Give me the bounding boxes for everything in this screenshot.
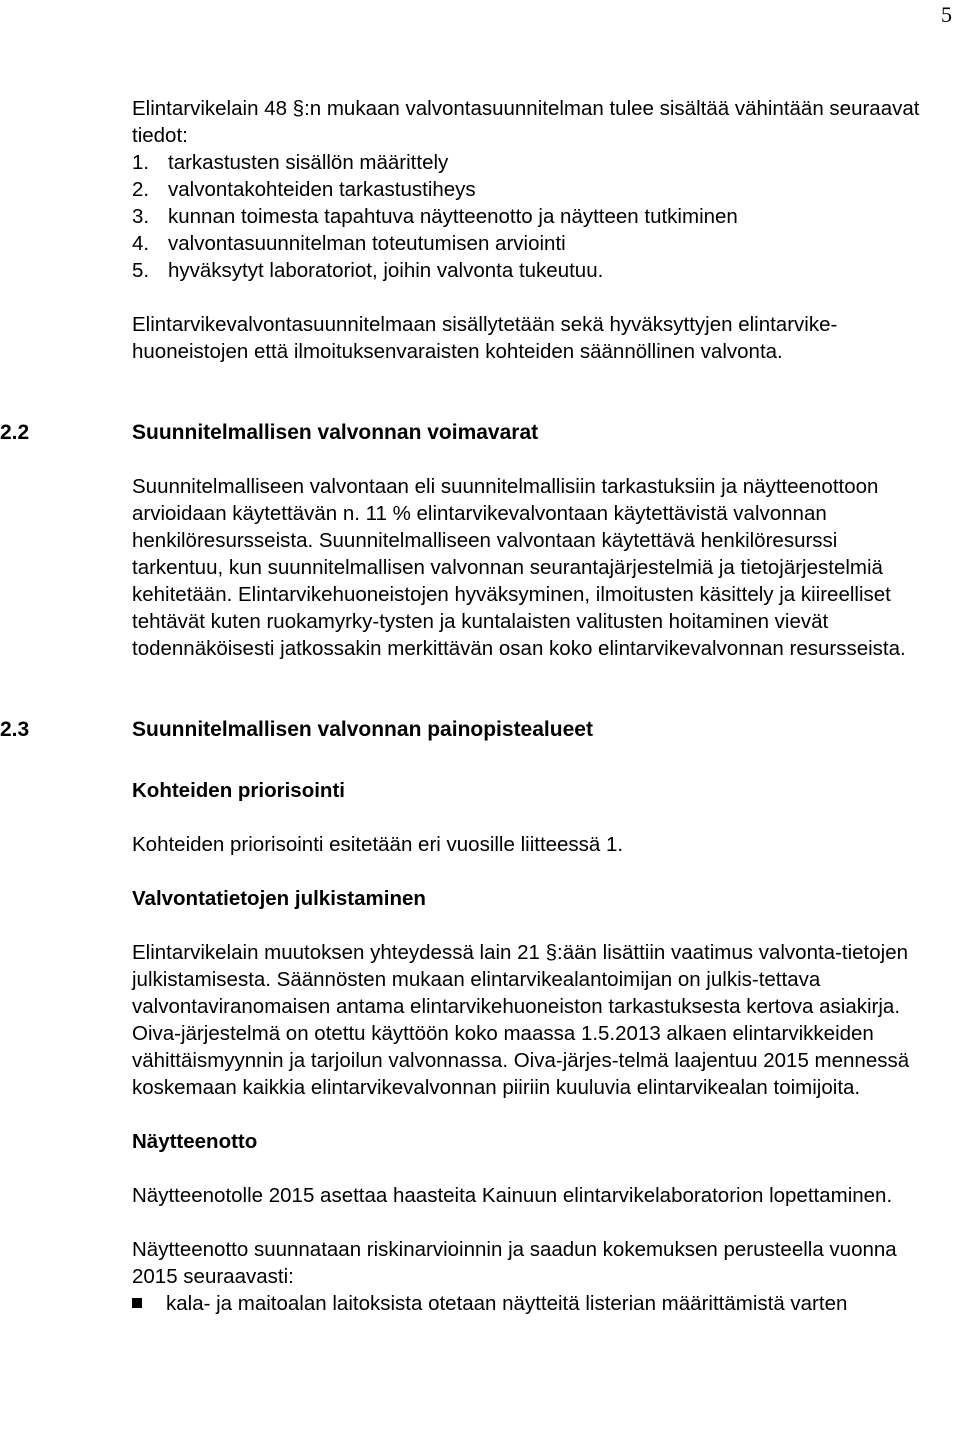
intro-text: Elintarvikelain 48 §:n mukaan valvontasuunnitelman tulee sisältää vähintään seuraavat tiedot: bbox=[132, 97, 920, 147]
list-item: 3. kunnan toimesta tapahtuva näytteenotto ja näytteen tutkiminen bbox=[132, 205, 738, 228]
list-item: 2. valvontakohteiden tarkastustiheys bbox=[132, 178, 476, 201]
subheading-julkistaminen: Valvontatietojen julkistaminen bbox=[132, 887, 426, 910]
list-item: 5. hyväksytyt laboratoriot, joihin valvonta tukeutuu. bbox=[132, 259, 604, 282]
section-number: 2.2 bbox=[0, 421, 30, 444]
document-body bbox=[0, 95, 932, 1317]
subheading-naytteenotto: Näytteenotto bbox=[132, 1130, 258, 1153]
page-number: 5 bbox=[941, 2, 952, 27]
section-title: Suunnitelmallisen valvonnan voimavarat bbox=[132, 421, 539, 444]
square-bullet-icon bbox=[132, 1298, 142, 1308]
section-title: Suunnitelmallisen valvonnan painopistealueet bbox=[132, 718, 593, 741]
section-2-2-text: Suunnitelmalliseen valvontaan eli suunnitelmallisiin tarkastuksiin ja näytteenottoon arvioidaan käytettävän n. 11 % elintarvikevalvontaan käytettävistä valvonnan henkilöresursseista. Suunnitelmalliseen valvontaan käytettävä henkilöresurssi tarkentuu, kun suunnitelmallisen valvonnan seurantajärjestelmiä ja tietojärjestelmiä kehitetään. Elintarvikehuoneistojen hyväksyminen, ilmoitusten käsittely ja kiireelliset tehtävät kuten ruokamyrky-tysten ja kuntalaisten valitusten hoitaminen vievät todennäköisesti jatkossakin merkittävän osan koko elintarvikevalvonnan resursseista. bbox=[132, 475, 906, 660]
section-heading-2-3 bbox=[0, 716, 932, 743]
list-item: 1. tarkastusten sisällön määrittely bbox=[132, 151, 449, 174]
section-number: 2.3 bbox=[0, 718, 30, 741]
intro-paragraph: Elintarvikevalvontasuunnitelmaan sisällytetään sekä hyväksyttyjen elintarvike-huoneistojen että ilmoituksenvaraisten kohteiden säännöllinen valvonta. bbox=[132, 313, 838, 363]
priorisointi-text: Kohteiden priorisointi esitetään eri vuosille liitteessä 1. bbox=[132, 833, 624, 856]
julkistaminen-text: Elintarvikelain muutoksen yhteydessä lain 21 §:ään lisättiin vaatimus valvonta-tietojen julkistamisesta. Säännösten mukaan elintarvikealantoimijan on julkis-tettava valvontaviranomaisen antama elintarvikehuoneiston tarkastuksesta kertova asiakirja. Oiva-järjestelmä on otettu käyttöön koko maassa 1.5.2013 alkaen elintarvikkeiden vähittäismyynnin ja tarjoilun valvonnassa. Oiva-järjes-telmä laajentuu 2015 mennessä koskemaan kaikkia elintarvikevalvonnan piiriin kuuluvia elintarvikealan toimijoita. bbox=[132, 941, 910, 1099]
section-heading-2-2 bbox=[0, 419, 932, 446]
naytteenotto-text-2: Näytteenotto suunnataan riskinarvioinnin ja saadun kokemuksen perusteella vuonna 2015 seuraavasti: bbox=[132, 1238, 897, 1288]
subheading-priorisointi: Kohteiden priorisointi bbox=[132, 779, 345, 802]
list-item: 4. valvontasuunnitelman toteutumisen arviointi bbox=[132, 232, 566, 255]
naytteenotto-text-1: Näytteenotolle 2015 asettaa haasteita Kainuun elintarvikelaboratorion lopettaminen. bbox=[132, 1184, 893, 1207]
naytteenotto-bullets bbox=[132, 1290, 932, 1317]
intro-list bbox=[132, 149, 932, 284]
list-item: kala- ja maitoalan laitoksista otetaan näytteitä listerian määrittämistä varten bbox=[132, 1290, 932, 1317]
